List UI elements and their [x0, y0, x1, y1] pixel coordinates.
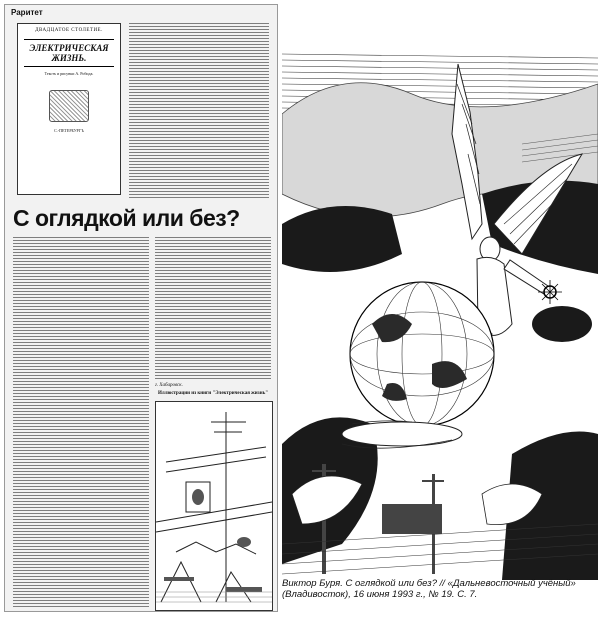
article-text-column-top	[129, 23, 269, 199]
article-signature: г. Хабаровск.	[155, 383, 183, 388]
mini-illustration-drawing	[156, 402, 272, 610]
book-cover-subtitle: Текстъ и рисунки А. Робида.	[44, 71, 94, 76]
book-cover-year-line: ДВАДЦАТОЕ СТОЛЕТИЕ.	[35, 28, 103, 33]
mini-illustration	[155, 401, 273, 611]
illustration-caption: Иллюстрации из книги "Электрическая жизнь"	[158, 391, 268, 396]
book-cover-emblem	[49, 90, 89, 122]
article-text-column-right	[155, 237, 271, 379]
book-cover-title: ЭЛЕКТРИЧЕСКАЯ ЖИЗНЬ.	[24, 39, 114, 67]
article-headline: С оглядкой или без?	[13, 205, 240, 231]
newspaper-clipping	[4, 4, 278, 612]
book-cover-image	[17, 23, 121, 195]
main-illustration	[282, 24, 598, 580]
rubric-label: Раритет	[11, 8, 43, 17]
source-credit-caption: Виктор Буря. С оглядкой или без? // «Дальневосточный учёный» (Владивосток), 16 июня 1993 г., № 19. С. 7.	[282, 578, 576, 600]
angel-globe-engraving	[282, 24, 598, 580]
book-cover-publisher: С.-ПЕТЕРБУРГЪ	[54, 128, 84, 133]
article-text-column-left	[13, 237, 149, 609]
